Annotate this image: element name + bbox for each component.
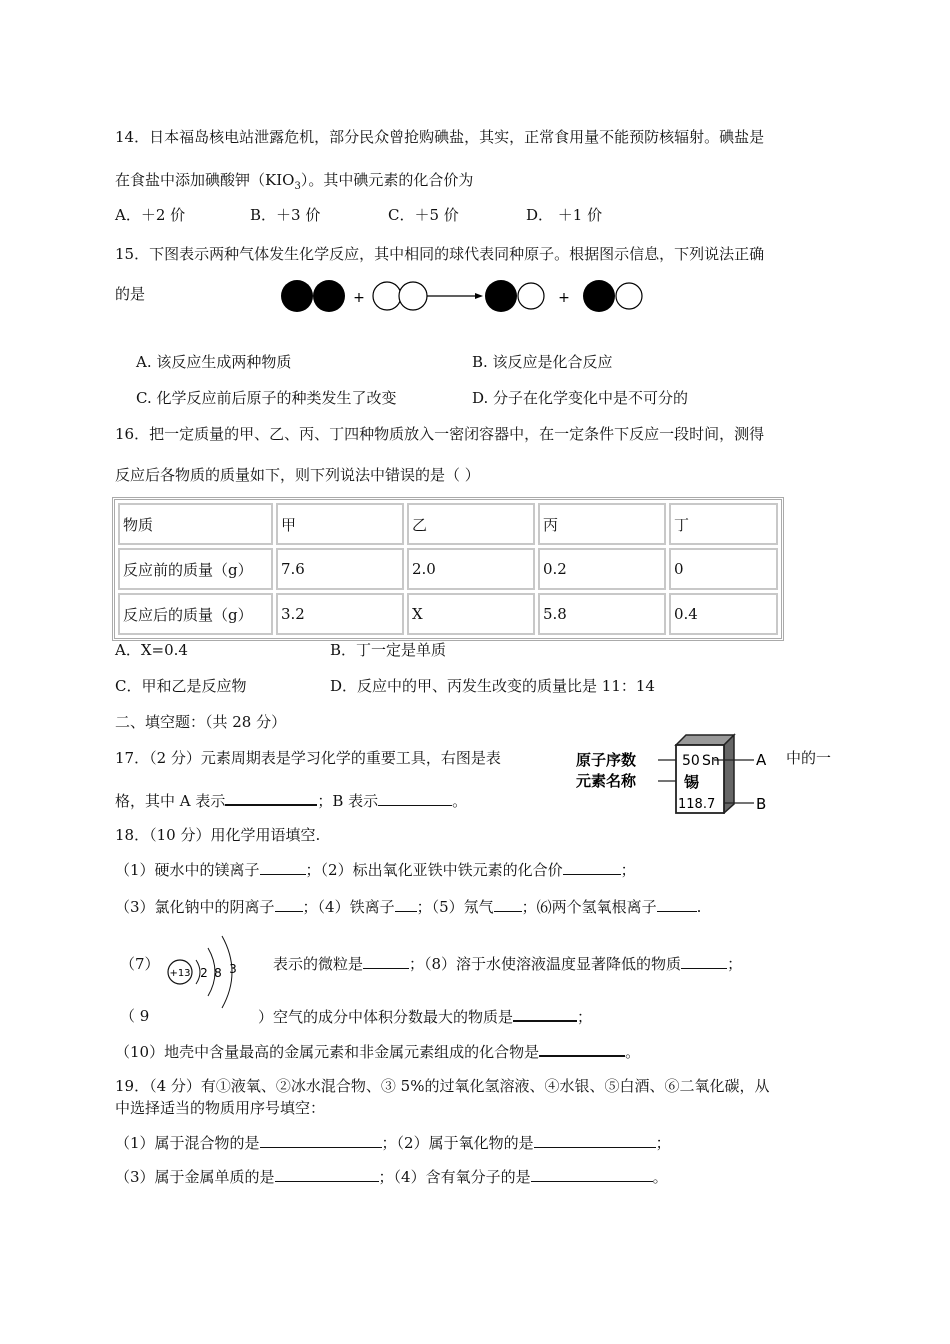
q14-stem-line2-a: 在食盐中添加碘酸钾（KIO [115, 171, 295, 189]
q15-stem-line1: 15．下图表示两种气体发生化学反应，其中相同的球代表同种原子。根据图示信息，下列说法正确 [115, 245, 765, 263]
q14-stem-line1: 14．日本福岛核电站泄露危机，部分民众曾抢购碘盐，其实，正常食用量不能预防核辐射。碘盐是 [115, 128, 765, 146]
tile-label-number: 原子序数 [576, 751, 637, 769]
answer-blank[interactable] [363, 954, 409, 969]
tile-pointer-b: B [756, 795, 767, 813]
mass-table [112, 497, 784, 641]
answer-blank[interactable] [260, 860, 306, 875]
table-cell: 反应后的质量（g） [118, 593, 273, 635]
q18-text: ； [727, 955, 743, 973]
q14-option-b: B．＋3 价 [250, 206, 321, 224]
table-cell: 丁 [669, 503, 778, 545]
q15-option-b: B. 该反应是化合反应 [472, 353, 613, 371]
q17-blank-b[interactable] [378, 791, 452, 806]
table-row [118, 548, 778, 590]
q17-text-a: 格，其中 A 表示 [115, 792, 226, 810]
q17-blank-a[interactable] [225, 790, 317, 806]
tile-side-face [724, 735, 734, 813]
q15-stem-line2: 的是 [115, 285, 146, 303]
q18-line-10 [115, 1041, 640, 1062]
black-atom [583, 280, 615, 312]
q18-text: 表示的微粒是 [273, 955, 364, 973]
electron-count: 3 [229, 962, 237, 976]
q19-text: 。 [652, 1168, 668, 1186]
q19-text: （3）属于金属单质的是 [115, 1168, 275, 1186]
q18-text: 。 [625, 1043, 641, 1061]
q14-option-d: D． ＋1 价 [526, 206, 603, 224]
table-cell: 0.4 [669, 593, 778, 635]
table-cell: 5.8 [538, 593, 666, 635]
table-cell: 物质 [118, 503, 273, 545]
tile-element-name: 锡 [684, 773, 700, 791]
table-cell: 丙 [538, 503, 666, 545]
q19-line-1 [115, 1133, 671, 1153]
answer-blank[interactable] [563, 860, 621, 875]
white-atom [518, 283, 544, 309]
q15-option-a: A. 该反应生成两种物质 [136, 353, 292, 371]
q17-stem-line2 [115, 790, 467, 811]
section-heading: 二、填空题：（共 28 分） [115, 713, 287, 731]
q16-option-c: C．甲和乙是反应物 [115, 677, 247, 695]
q18-text: （10）地壳中含量最高的金属元素和非金属元素组成的化合物是 [115, 1043, 540, 1061]
tile-label-name: 元素名称 [576, 772, 637, 790]
answer-blank[interactable] [531, 1167, 653, 1182]
black-atom [281, 280, 313, 312]
answer-blank[interactable] [513, 1006, 577, 1022]
q17-stem-line1-end: 中的一 [786, 749, 832, 767]
q18-text: （3）氯化钠中的阴离子 [115, 898, 275, 916]
q18-text: ；（5）氖气 [416, 898, 494, 916]
q16-option-a: A．X=0.4 [115, 641, 188, 659]
q18-item9-label: （ 9 [120, 1007, 150, 1025]
arrow-head [475, 293, 483, 299]
q16-stem-line1: 16．把一定质量的甲、乙、丙、丁四种物质放入一密闭容器中，在一定条件下反应一段时间，测得 [115, 425, 765, 443]
table-cell: 0 [669, 548, 778, 590]
q16-option-b: B．丁一定是单质 [330, 641, 447, 659]
q18-text: ；⑹两个氢氧根离子 [521, 898, 657, 916]
electron-count: 2 [200, 966, 208, 980]
tile-atomic-mass: 118.7 [678, 797, 716, 812]
q19-stem-line2: 中选择适当的物质用序号填空： [115, 1099, 326, 1117]
answer-blank[interactable] [539, 1041, 625, 1057]
q19-text: ；（2）属于氧化物的是 [381, 1134, 534, 1152]
q18-line-7 [273, 954, 742, 974]
q18-text: ； [577, 1008, 593, 1026]
table-cell: 乙 [407, 503, 535, 545]
q18-text: （1）硬水中的镁离子 [115, 861, 260, 879]
q19-stem-line1: 19．（4 分）有①液氧、②冰水混合物、③ 5%的过氧化氢溶液、④水银、⑤白酒、⑥二氧化碳，从 [115, 1077, 770, 1095]
white-atom [616, 283, 642, 309]
black-atom [485, 280, 517, 312]
atom-structure-diagram [164, 933, 244, 1011]
table-cell: 甲 [276, 503, 404, 545]
answer-blank[interactable] [681, 954, 727, 969]
plus-sign: + [558, 290, 570, 306]
tile-atomic-number: 50 [682, 753, 700, 769]
q14-stem-line2 [115, 170, 473, 197]
reaction-diagram [275, 275, 655, 317]
q17-text-b: ；B 表示 [317, 792, 379, 810]
table-cell: 7.6 [276, 548, 404, 590]
answer-blank[interactable] [657, 897, 697, 912]
q14-option-a: A．＋2 价 [115, 206, 186, 224]
q14-option-c: C．＋5 价 [388, 206, 459, 224]
q18-line-1 [115, 860, 636, 880]
tile-pointer-a: A [756, 751, 767, 769]
table-cell: 反应前的质量（g） [118, 548, 273, 590]
q18-line-3 [115, 897, 701, 917]
white-atom [399, 282, 427, 310]
tile-symbol: Sn [702, 753, 720, 769]
answer-blank[interactable] [395, 897, 417, 912]
q19-text: ； [655, 1134, 671, 1152]
q19-text: （1）属于混合物的是 [115, 1134, 260, 1152]
periodic-tile-figure [574, 729, 774, 814]
q18-text: . [696, 898, 702, 916]
q16-stem-line2: 反应后各物质的质量如下，则下列说法中错误的是（ ） [115, 466, 480, 484]
q19-text: ；（4）含有氧分子的是 [378, 1168, 531, 1186]
black-atom [313, 280, 345, 312]
answer-blank[interactable] [260, 1133, 382, 1148]
q18-text: ；（2）标出氧化亚铁中铁元素的化合价 [305, 861, 563, 879]
electron-count: 8 [214, 966, 222, 980]
table-cell: X [407, 593, 535, 635]
q17-text-c: 。 [452, 792, 468, 810]
q18-text: ； [620, 861, 636, 879]
q18-text: ）空气的成分中体积分数最大的物质是 [258, 1008, 514, 1026]
nucleus-charge: +13 [169, 968, 191, 979]
table-cell: 2.0 [407, 548, 535, 590]
table-cell: 3.2 [276, 593, 404, 635]
q18-text: ；（4）铁离子 [302, 898, 395, 916]
answer-blank[interactable] [534, 1133, 656, 1148]
q15-option-d: D. 分子在化学变化中是不可分的 [472, 389, 689, 407]
answer-blank[interactable] [494, 897, 522, 912]
q18-line-9 [258, 1006, 592, 1027]
q17-stem-line1: 17．（2 分）元素周期表是学习化学的重要工具，右图是表 [115, 749, 501, 767]
q15-option-c: C. 化学反应前后原子的种类发生了改变 [136, 389, 397, 407]
q18-item7-label: （7） [120, 955, 160, 973]
q16-option-d: D．反应中的甲、丙发生改变的质量比是 11：14 [330, 677, 655, 695]
answer-blank[interactable] [275, 1167, 379, 1182]
answer-blank[interactable] [275, 897, 303, 912]
table-row [118, 593, 778, 635]
white-atom [373, 282, 401, 310]
q14-subscript: 3 [294, 181, 301, 192]
q18-text: ；（8）溶于水使溶液温度显著降低的物质 [409, 955, 682, 973]
table-header-row [118, 503, 778, 545]
q19-line-3 [115, 1167, 668, 1187]
q18-stem: 18．（10 分）用化学用语填空. [115, 826, 321, 844]
plus-sign: + [353, 290, 365, 306]
table-cell: 0.2 [538, 548, 666, 590]
q14-stem-line2-b: ）。其中碘元素的化合价为 [300, 171, 474, 189]
